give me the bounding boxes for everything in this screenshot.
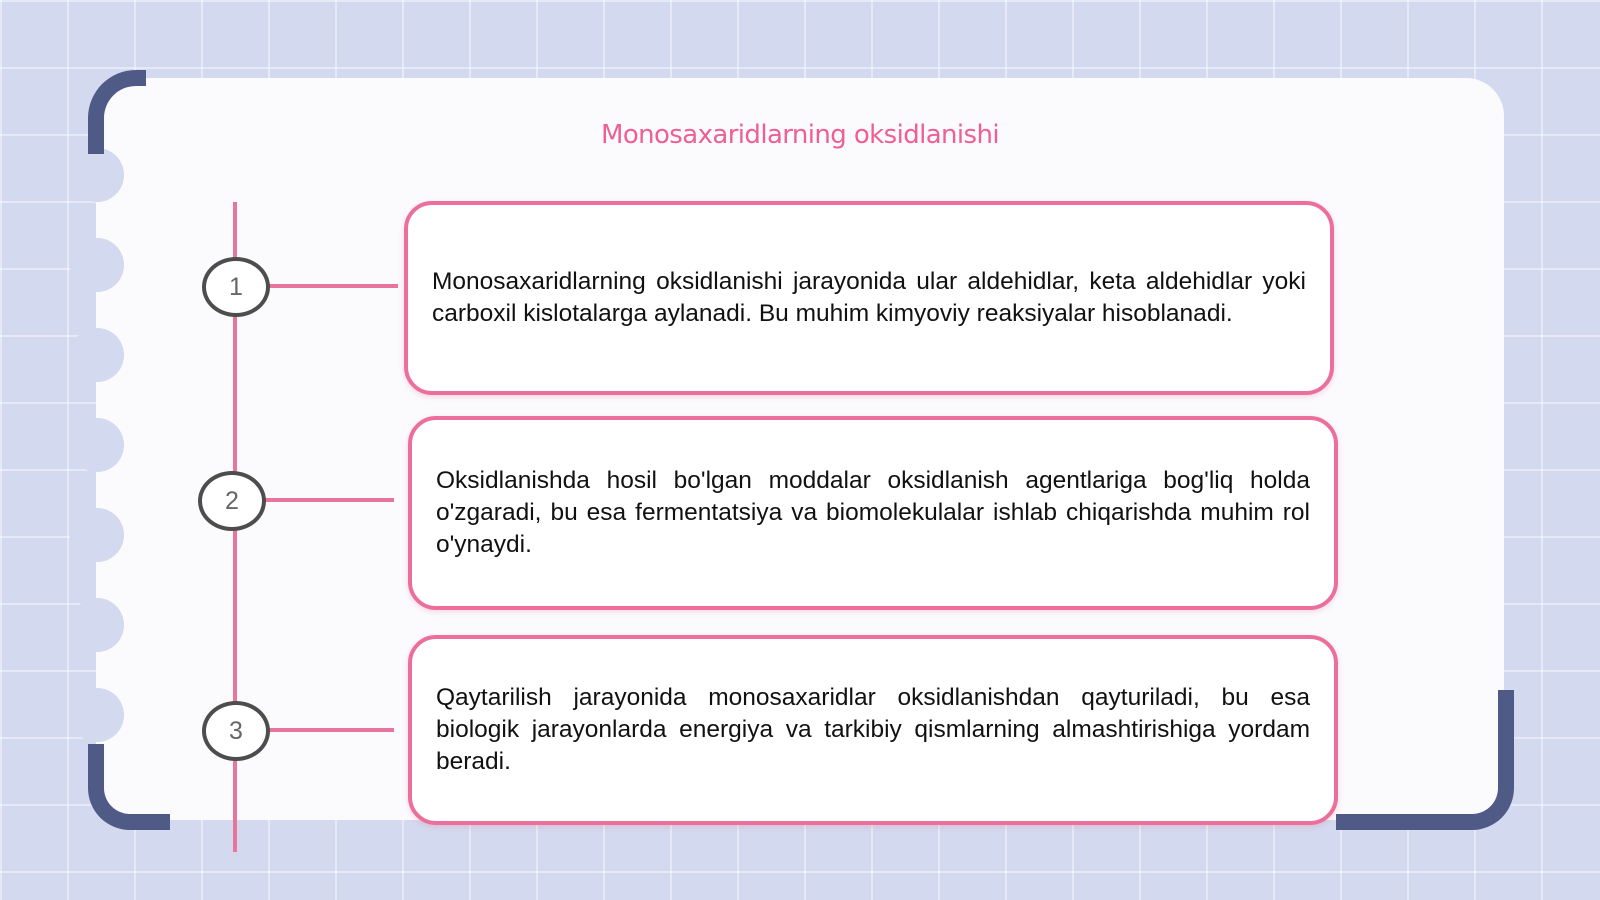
card-notch xyxy=(70,148,124,202)
step-text: Oksidlanishda hosil bo'lgan moddalar oksidlanish agentlariga bog'liq holda o'zgaradi, bu esa fermentatsiya va biomolekulalar ishlab chiqarishda muhim rol o'ynaydi. xyxy=(436,467,1310,558)
corner-bracket-bottom-left xyxy=(88,744,170,830)
card-notch xyxy=(70,418,124,472)
corner-bracket-bottom-right xyxy=(1336,690,1514,830)
step-number-badge: 2 xyxy=(198,471,266,531)
step-number-badge: 3 xyxy=(202,701,270,761)
corner-bracket-top-left xyxy=(88,70,146,154)
card-notch xyxy=(70,328,124,382)
card-notch xyxy=(70,508,124,562)
card-notch xyxy=(70,688,124,742)
step-text: Qaytarilish jarayonida monosaxaridlar oksidlanishdan qayturiladi, bu esa biologik jarayonlarda energiya va tarkibiy qismlarning almashtirishiga yordam beradi. xyxy=(436,684,1310,775)
step-text: Monosaxaridlarning oksidlanishi jarayonida ular aldehidlar, keta aldehidlar yoki carboxil kislotalarga aylanadi. Bu muhim kimyoviy reaksiyalar hisoblanadi. xyxy=(432,268,1306,327)
step-connector xyxy=(262,498,394,502)
slide-title: Monosaxaridlarning oksidlanishi xyxy=(600,120,1000,150)
step-connector xyxy=(266,728,394,732)
card-notch xyxy=(70,238,124,292)
step-connector xyxy=(266,284,398,288)
step-number-badge: 1 xyxy=(202,257,270,317)
card-notch xyxy=(70,598,124,652)
step-card xyxy=(408,416,1338,610)
step-card xyxy=(408,635,1338,825)
step-card xyxy=(404,201,1334,395)
